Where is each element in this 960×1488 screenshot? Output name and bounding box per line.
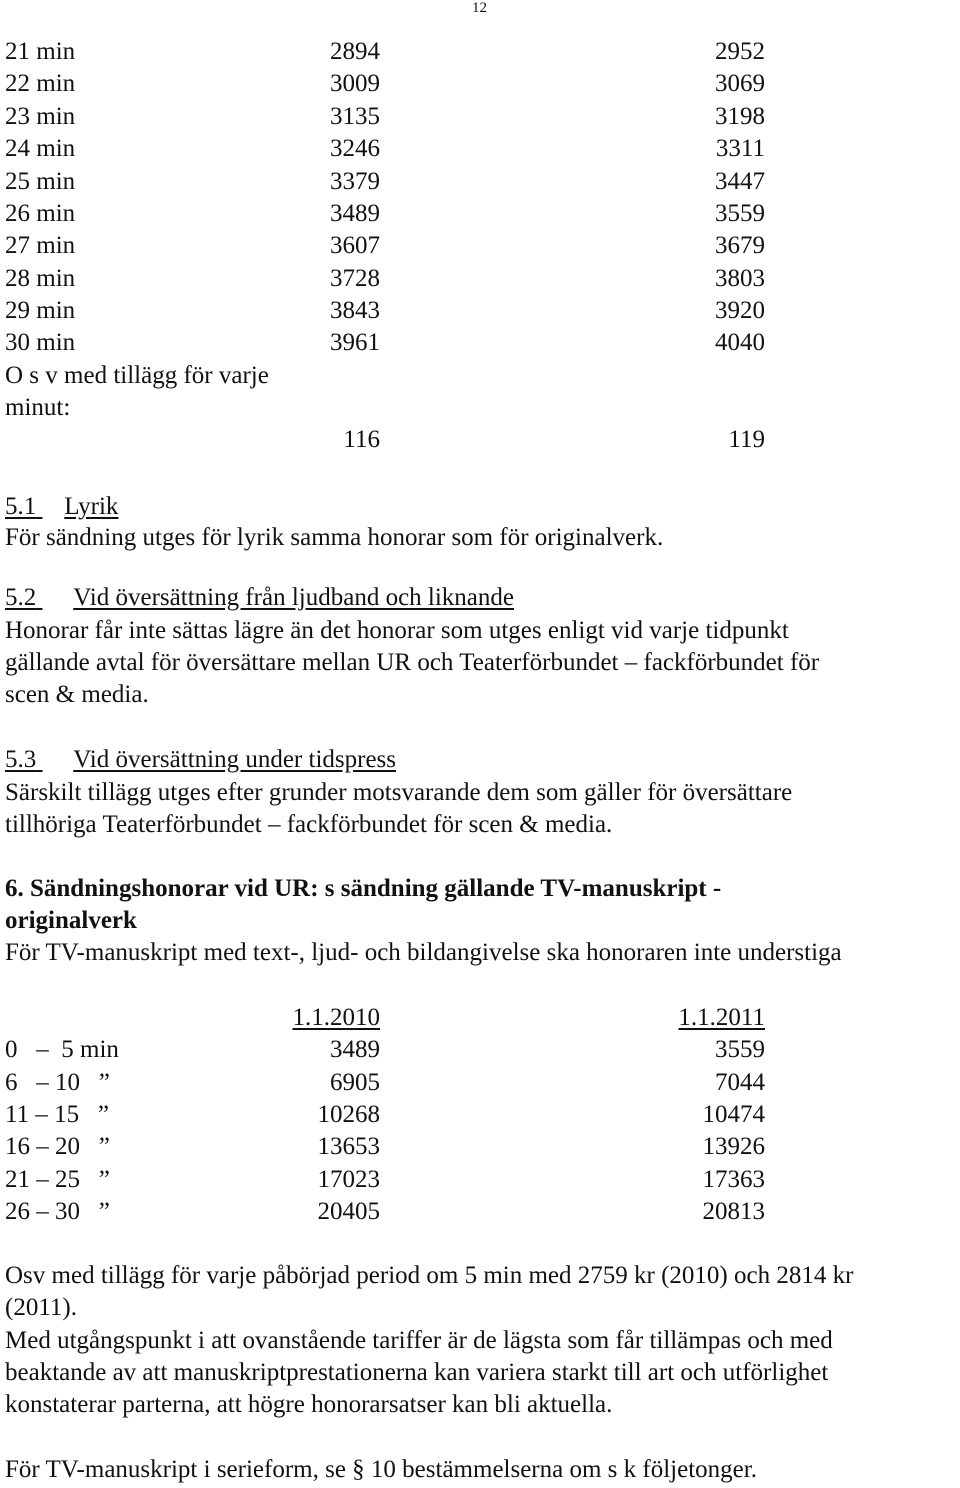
value-2010: 3961: [330, 329, 380, 356]
value-2010: 20405: [317, 1198, 380, 1225]
value-2011: 17363: [702, 1166, 765, 1193]
value-2011: 3069: [715, 70, 765, 97]
table-row-extra: [5, 424, 765, 456]
table-row: [5, 295, 765, 327]
section-5-2-body-line: scen & media.: [5, 681, 149, 708]
row-label: 26 – 30 ”: [5, 1198, 110, 1225]
value-2010: 3489: [330, 200, 380, 227]
value-2011: 2952: [715, 38, 765, 65]
row-label: 21 min: [5, 38, 76, 65]
value-2011: 3198: [715, 103, 765, 130]
table-row: [5, 68, 765, 100]
section-5-2-heading: [5, 583, 514, 613]
table-row: [5, 1164, 765, 1196]
value-2010: 10268: [317, 1101, 380, 1128]
value-2010: 13653: [317, 1133, 380, 1160]
value-2010: 2894: [330, 38, 380, 65]
value-2011: 3803: [715, 265, 765, 292]
column-header-2011: 1.1.2011: [678, 1004, 765, 1031]
tariff-line: Med utgångspunkt i att ovanstående tariffer är de lägsta som får tillämpas och med: [5, 1327, 833, 1354]
row-label: 16 – 20 ”: [5, 1133, 110, 1160]
table-row: [5, 166, 765, 198]
value-2011: 3559: [715, 1036, 765, 1063]
value-2011: 3679: [715, 232, 765, 259]
extra-minute-label-cont: minut:: [5, 394, 71, 421]
section-5-2-body-line: gällande avtal för översättare mellan UR och Teaterförbundet – fackförbundet för: [5, 649, 820, 676]
section-6-heading: 6. Sändningshonorar vid UR: s sändning gällande TV-manuskript -: [5, 875, 722, 902]
section-title: Lyrik: [64, 493, 119, 520]
section-5-3-body-line: tillhöriga Teaterförbundet – fackförbundet för scen & media.: [5, 811, 613, 838]
value-2010: 116: [343, 426, 380, 453]
osv-line: (2011).: [5, 1294, 77, 1321]
section-title: Vid översättning från ljudband och liknande: [73, 584, 514, 611]
section-5-3-heading: [5, 745, 396, 775]
row-label: 0 – 5 min: [5, 1036, 119, 1063]
value-2011: 13926: [702, 1133, 765, 1160]
table-row: [5, 1131, 765, 1163]
table-row: [5, 198, 765, 230]
table-row: [5, 230, 765, 262]
section-5-3-body-line: Särskilt tillägg utges efter grunder motsvarande dem som gäller för översättare: [5, 779, 793, 806]
value-2011: 3311: [715, 135, 765, 162]
value-2010: 3009: [330, 70, 380, 97]
row-label: 6 – 10 ”: [5, 1069, 110, 1096]
section-5-1-heading: [5, 492, 118, 522]
row-label: 28 min: [5, 265, 76, 292]
page-number: 12: [472, 0, 487, 16]
value-2011: 3920: [715, 297, 765, 324]
table-row: [5, 36, 765, 68]
table-row: [5, 1067, 765, 1099]
value-2011: 20813: [702, 1198, 765, 1225]
table-row: [5, 133, 765, 165]
row-label: 22 min: [5, 70, 76, 97]
value-2011: 3559: [715, 200, 765, 227]
value-2010: 6905: [330, 1069, 380, 1096]
row-label: 26 min: [5, 200, 76, 227]
row-label: 27 min: [5, 232, 76, 259]
value-2010: 3135: [330, 103, 380, 130]
row-label: 29 min: [5, 297, 76, 324]
tariff-line: konstaterar parterna, att högre honorarsatser kan bli aktuella.: [5, 1391, 613, 1418]
value-2011: 4040: [715, 329, 765, 356]
osv-line: Osv med tillägg för varje påbörjad period om 5 min med 2759 kr (2010) och 2814 kr: [5, 1262, 854, 1289]
value-2010: 3607: [330, 232, 380, 259]
value-2010: 3246: [330, 135, 380, 162]
section-number: 5.2: [5, 584, 37, 611]
table-row: [5, 1196, 765, 1228]
row-label: 30 min: [5, 329, 76, 356]
section-6-heading-cont: originalverk: [5, 907, 137, 934]
column-header-2010: 1.1.2010: [292, 1004, 380, 1031]
value-2011: 3447: [715, 168, 765, 195]
value-2011: 10474: [702, 1101, 765, 1128]
value-2010: 3843: [330, 297, 380, 324]
value-2010: 3489: [330, 1036, 380, 1063]
table-row: [5, 263, 765, 295]
row-label: 25 min: [5, 168, 76, 195]
value-2011: 119: [728, 426, 765, 453]
value-2011: 7044: [715, 1069, 765, 1096]
table-header-row: [5, 1002, 765, 1034]
table-row: [5, 101, 765, 133]
table-row: [5, 1034, 765, 1066]
section-6-intro: För TV-manuskript med text-, ljud- och bildangivelse ska honoraren inte understiga: [5, 939, 842, 966]
table-row: [5, 1099, 765, 1131]
value-2010: 17023: [317, 1166, 380, 1193]
serieform-note: För TV-manuskript i serieform, se § 10 bestämmelserna om s k följetonger.: [5, 1456, 757, 1483]
row-label: 11 – 15 ”: [5, 1101, 109, 1128]
extra-minute-label: O s v med tillägg för varje: [5, 362, 269, 389]
section-number: 5.3: [5, 746, 37, 773]
value-2010: 3728: [330, 265, 380, 292]
section-number: 5.1: [5, 493, 37, 520]
section-5-2-body-line: Honorar får inte sättas lägre än det honorar som utges enligt vid varje tidpunkt: [5, 617, 789, 644]
section-5-1-body: För sändning utges för lyrik samma honorar som för originalverk.: [5, 524, 664, 551]
tariff-line: beaktande av att manuskriptprestationerna kan variera starkt till art och utförlighet: [5, 1359, 829, 1386]
row-label: 24 min: [5, 135, 76, 162]
row-label: 21 – 25 ”: [5, 1166, 110, 1193]
value-2010: 3379: [330, 168, 380, 195]
section-title: Vid översättning under tidspress: [73, 746, 397, 773]
row-label: 23 min: [5, 103, 76, 130]
table-row: [5, 327, 765, 359]
